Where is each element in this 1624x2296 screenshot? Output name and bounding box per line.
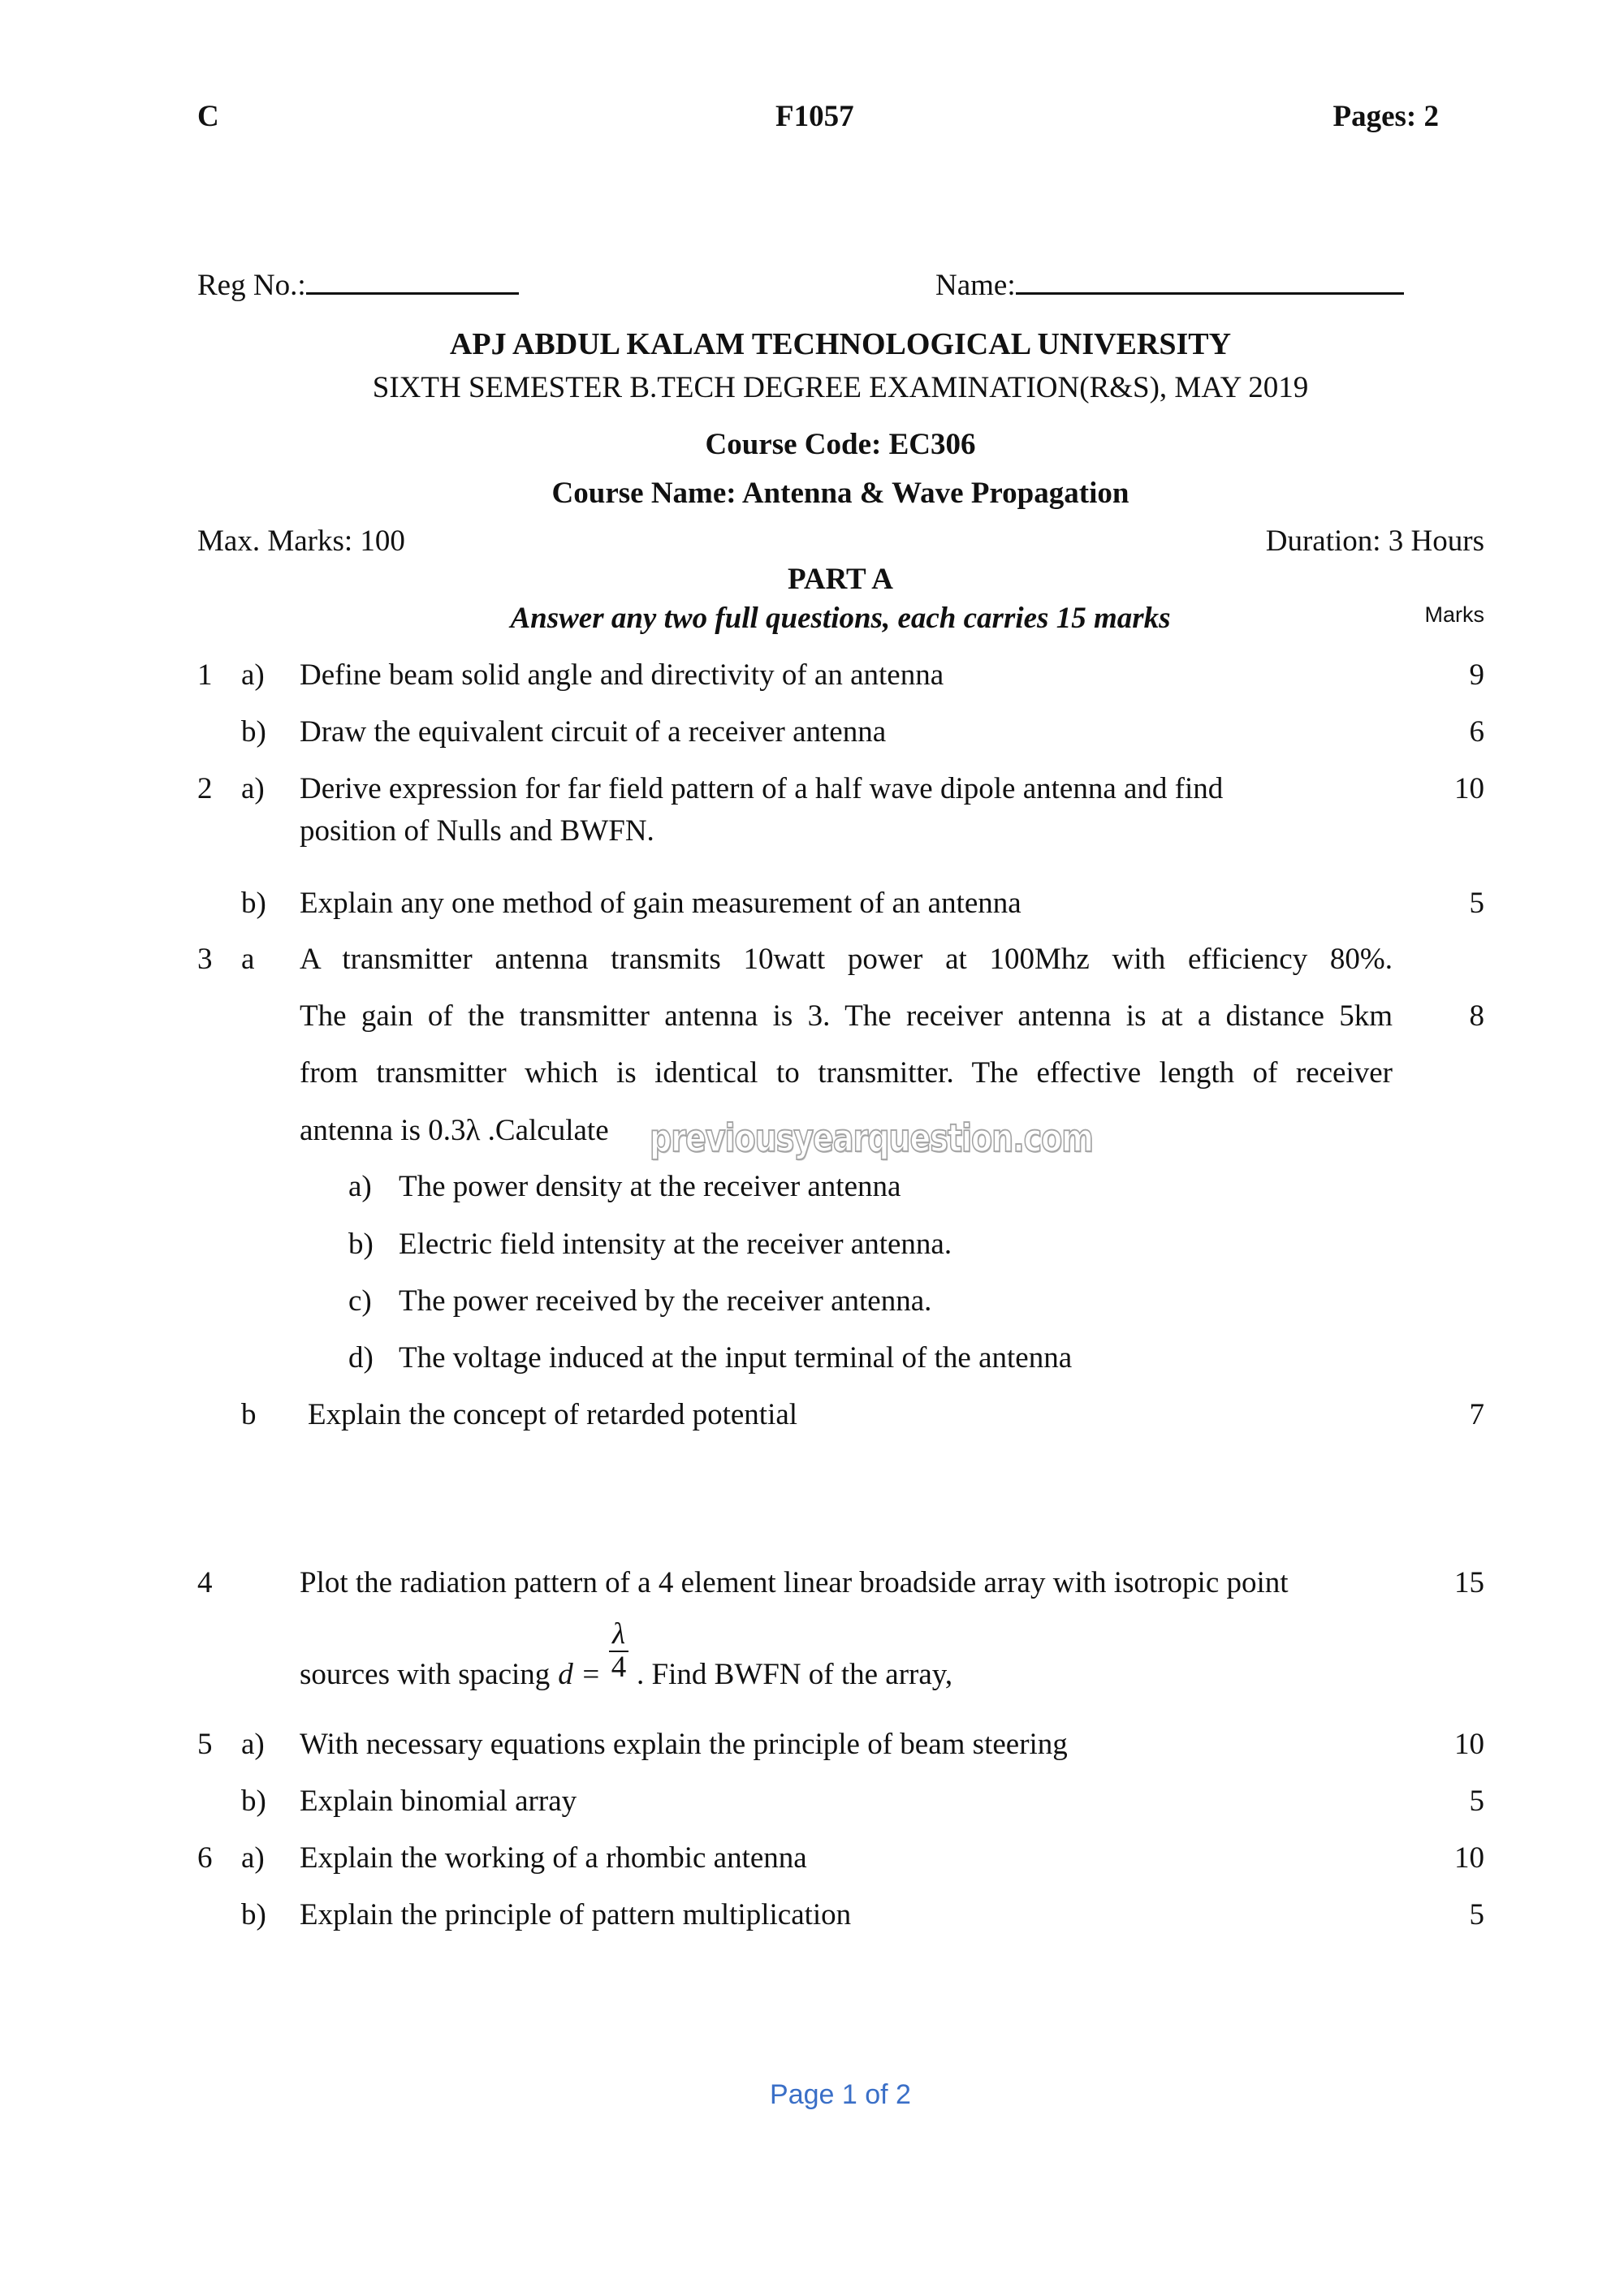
question-1a-label: a) bbox=[241, 658, 265, 692]
max-marks: Max. Marks: 100 bbox=[197, 524, 405, 558]
question-3a-line-1: A transmitter antenna transmits 10watt power at 100Mhz with efficiency 80%. bbox=[300, 943, 1393, 976]
question-2b-text: Explain any one method of gain measurement of an antenna bbox=[300, 887, 1021, 920]
question-5a-marks: 10 bbox=[1454, 1728, 1484, 1761]
question-6-number: 6 bbox=[197, 1841, 213, 1875]
part-heading: PART A bbox=[788, 563, 893, 596]
page-number-footer: Page 1 of 2 bbox=[770, 2079, 911, 2110]
question-2a-line-1: Derive expression for far field pattern of a half wave dipole antenna and find bbox=[300, 772, 1224, 805]
question-2a-label: a) bbox=[241, 772, 265, 805]
question-2a-line-2: position of Nulls and BWFN. bbox=[300, 814, 654, 848]
page-count: Pages: 2 bbox=[1332, 100, 1439, 133]
part-instruction: Answer any two full questions, each carries 15 marks bbox=[510, 602, 1171, 635]
question-3a-line-3: from transmitter which is identical to transmitter. The effective length of receiver bbox=[300, 1056, 1393, 1090]
question-5a-text: With necessary equations explain the principle of beam steering bbox=[300, 1728, 1068, 1761]
question-3a-item-a-label: a) bbox=[348, 1170, 372, 1203]
question-3a-item-c-label: c) bbox=[348, 1284, 372, 1318]
question-6a-label: a) bbox=[241, 1841, 265, 1875]
university-name: APJ ABDUL KALAM TECHNOLOGICAL UNIVERSITY bbox=[449, 327, 1232, 361]
question-1-number: 1 bbox=[197, 658, 213, 692]
question-6a-text: Explain the working of a rhombic antenna bbox=[300, 1841, 807, 1875]
name-field bbox=[935, 268, 1404, 304]
reg-no-field bbox=[197, 268, 519, 304]
question-3a-item-d-text: The voltage induced at the input terminal of the antenna bbox=[399, 1341, 1073, 1375]
question-5b-marks: 5 bbox=[1469, 1785, 1484, 1818]
question-5-number: 5 bbox=[197, 1728, 213, 1761]
question-3b-text: Explain the concept of retarded potential bbox=[308, 1398, 798, 1431]
question-4-line-2-prefix: sources with spacing bbox=[300, 1658, 551, 1692]
question-2a-marks: 10 bbox=[1454, 772, 1484, 805]
duration: Duration: 3 Hours bbox=[1265, 524, 1484, 558]
question-1a-marks: 9 bbox=[1469, 658, 1484, 692]
question-4-line-1: Plot the radiation pattern of a 4 element linear broadside array with isotropic point bbox=[300, 1566, 1289, 1599]
question-2-number: 2 bbox=[197, 772, 213, 805]
watermark-logo: previousyearquestion.com bbox=[650, 1116, 1093, 1161]
question-3a-item-a-text: The power density at the receiver antenna bbox=[399, 1170, 901, 1203]
reg-no-blank bbox=[306, 287, 519, 295]
question-1b-marks: 6 bbox=[1469, 715, 1484, 749]
question-3a-marks: 8 bbox=[1469, 999, 1484, 1033]
question-3a-item-d-label: d) bbox=[348, 1341, 374, 1375]
question-3a-item-c-text: The power received by the receiver antenna. bbox=[399, 1284, 932, 1318]
course-name: Course Name: Antenna & Wave Propagation bbox=[551, 477, 1129, 510]
question-6b-text: Explain the principle of pattern multiplication bbox=[300, 1898, 852, 1931]
reg-no-label: Reg No.: bbox=[197, 269, 306, 302]
marks-column-header: Marks bbox=[1424, 602, 1484, 627]
question-6b-marks: 5 bbox=[1469, 1898, 1484, 1931]
question-3a-line-2: The gain of the transmitter antenna is 3. The receiver antenna is at a distance 5km bbox=[300, 999, 1393, 1033]
question-5b-label: b) bbox=[241, 1785, 266, 1818]
question-3a-line-4: antenna is 0.3λ .Calculate bbox=[300, 1114, 609, 1147]
question-1b-text: Draw the equivalent circuit of a receiver antenna bbox=[300, 715, 887, 749]
spacing-fraction bbox=[609, 1619, 628, 1684]
question-5b-text: Explain binomial array bbox=[300, 1785, 577, 1818]
question-4-line-2 bbox=[300, 1617, 953, 1692]
paper-code: F1057 bbox=[775, 100, 854, 133]
question-1b-label: b) bbox=[241, 715, 266, 749]
question-2b-marks: 5 bbox=[1469, 887, 1484, 920]
question-1a-text: Define beam solid angle and directivity of an antenna bbox=[300, 658, 944, 692]
question-5a-label: a) bbox=[241, 1728, 265, 1761]
question-3b-label: b bbox=[241, 1398, 257, 1431]
question-3-number: 3 bbox=[197, 943, 213, 976]
fraction-denominator: 4 bbox=[611, 1650, 627, 1684]
fraction-numerator: λ bbox=[609, 1619, 628, 1652]
question-4-line-2-suffix: . Find BWFN of the array, bbox=[637, 1658, 953, 1692]
exam-title: SIXTH SEMESTER B.TECH DEGREE EXAMINATION(R&S), MAY 2019 bbox=[372, 371, 1309, 404]
question-3a-label: a bbox=[241, 943, 255, 976]
name-label: Name: bbox=[935, 269, 1016, 302]
paper-set-letter: C bbox=[197, 100, 219, 133]
question-4-marks: 15 bbox=[1454, 1566, 1484, 1599]
question-4-variable: d = bbox=[558, 1658, 601, 1692]
name-blank bbox=[1016, 287, 1404, 295]
question-4-number: 4 bbox=[197, 1566, 213, 1599]
question-6b-label: b) bbox=[241, 1898, 266, 1931]
question-6a-marks: 10 bbox=[1454, 1841, 1484, 1875]
question-2b-label: b) bbox=[241, 887, 266, 920]
question-3a-item-b-text: Electric field intensity at the receiver antenna. bbox=[399, 1228, 952, 1261]
question-3b-marks: 7 bbox=[1469, 1398, 1484, 1431]
question-3a-item-b-label: b) bbox=[348, 1228, 374, 1261]
course-code: Course Code: EC306 bbox=[705, 428, 976, 461]
